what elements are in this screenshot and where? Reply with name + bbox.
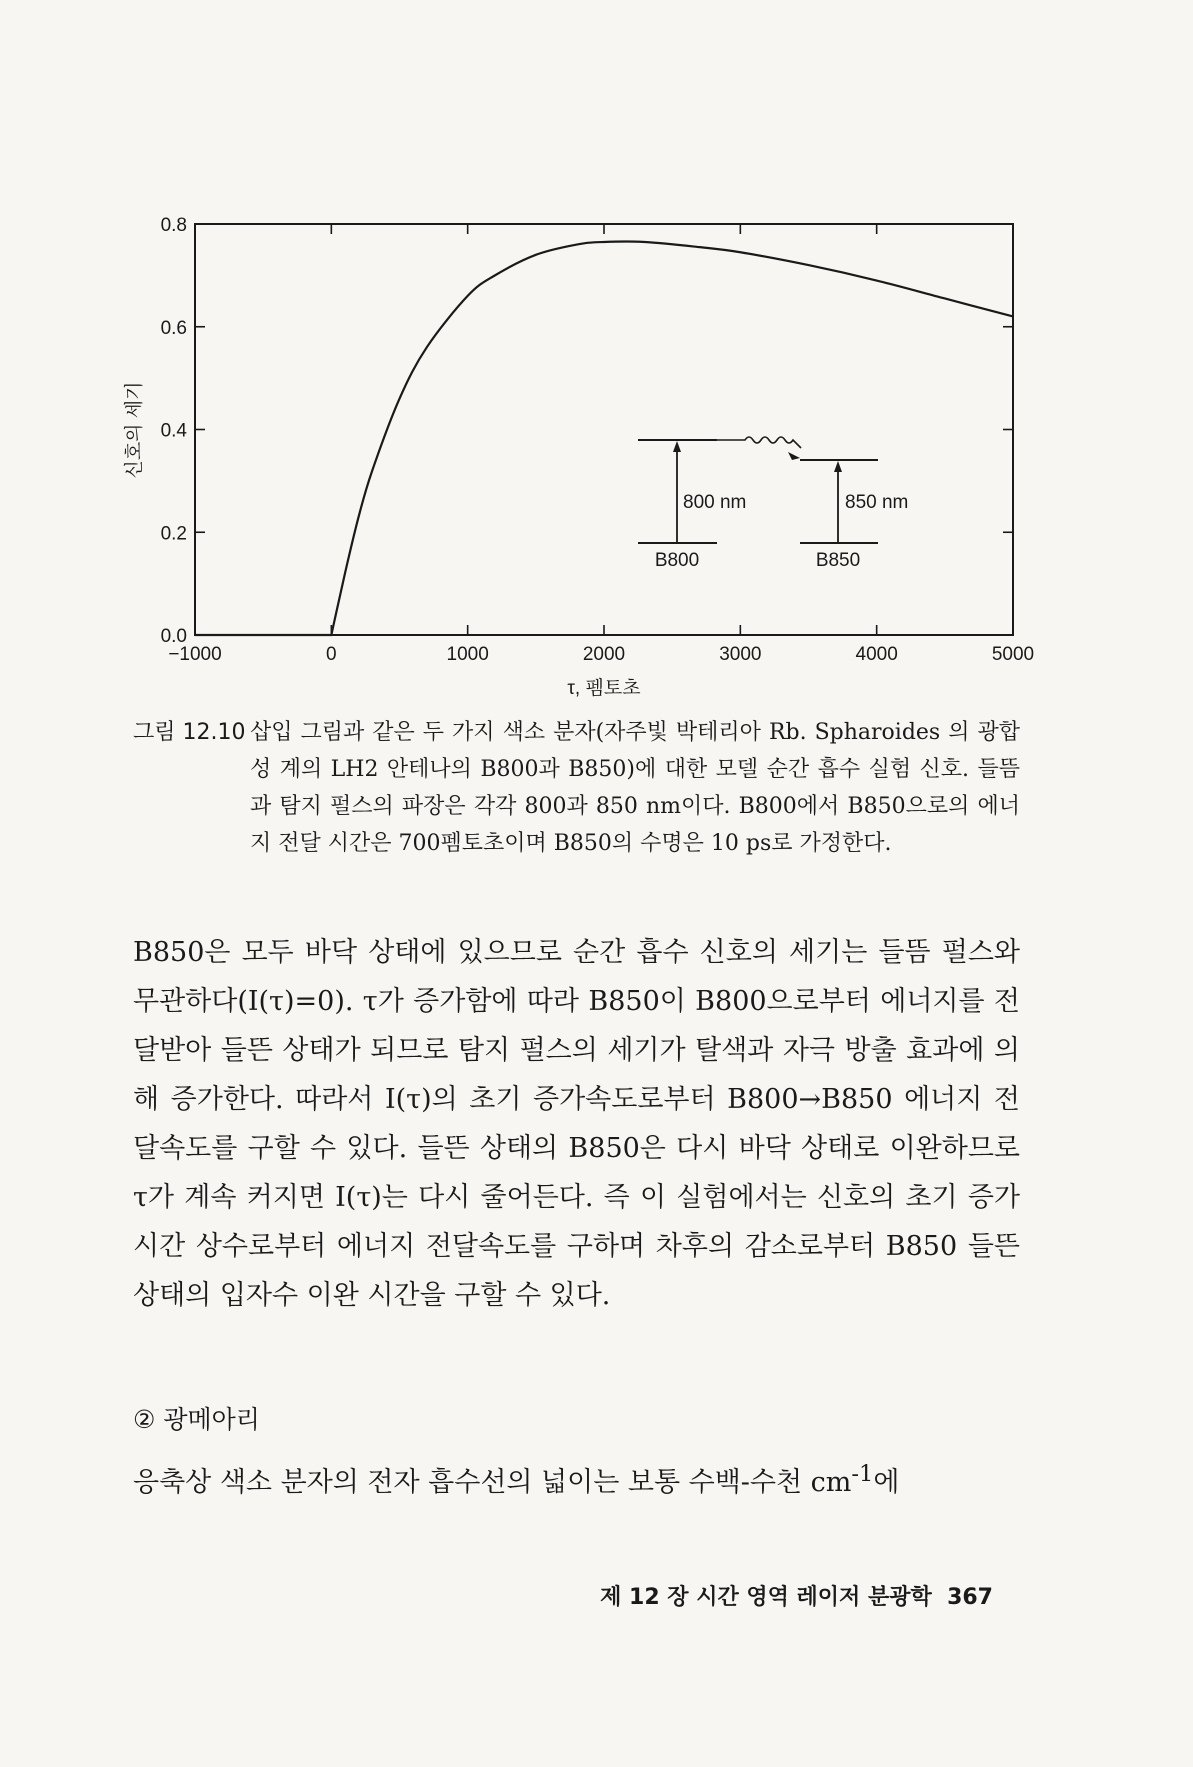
b800-arrow-head <box>673 441 681 452</box>
chapter-title: 제 12 장 시간 영역 레이저 분광학 <box>600 1585 932 1610</box>
section-title: ② 광메아리 <box>133 1405 260 1434</box>
energy-transfer-wavy-arrow <box>717 437 801 448</box>
x-tick-label: −1000 <box>168 644 222 665</box>
level-label-b800: B800 <box>654 550 700 571</box>
level-label-b850: B850 <box>815 550 861 571</box>
x-tick-label: 0 <box>326 644 337 665</box>
b850-arrow-head <box>834 461 842 472</box>
transition-label-850: 850 nm <box>845 492 909 513</box>
absorption-signal-figure <box>0 0 1193 720</box>
x-tick-label: 2000 <box>582 644 626 665</box>
page-number: 367 <box>947 1585 993 1610</box>
page-footer <box>600 1580 993 1611</box>
caption-text: 삽입 그림과 같은 두 가지 색소 분자(자주빛 박테리아 Rb. Spharoides 의 광합성 계의 LH2 안테나의 B800과 B850)에 대한 모델 순간 흡수 실험 신호. 들뜸과 탐지 펄스의 파장은 각각 800과 850 nm이다. B800에서 B850으로의 에너지 전달 시간은 700펨토초이며 B850의 수명은 10 ps로 가정한다. <box>250 720 1020 856</box>
caption-label: 그림 12.10 <box>133 720 246 745</box>
body-paragraph: B850은 모두 바닥 상태에 있으므로 순간 흡수 신호의 세기는 들뜸 펄스와 무관하다(I(τ)=0). τ가 증가함에 따라 B850이 B800으로부터 에너지를 전달받아 들뜬 상태가 되므로 탐지 펄스의 세기가 탈색과 자극 방출 효과에 의해 증가한다. 따라서 I(τ)의 초기 증가속도로부터 B800→B850 에너지 전달속도를 구할 수 있다. 들뜬 상태의 B850은 다시 바닥 상태로 이완하므로 τ가 계속 커지면 I(τ)는 다시 줄어든다. 즉 이 실험에서는 신호의 초기 증가 시간 상수로부터 에너지 전달속도를 구하며 차후의 감소로부터 B850 들뜬 상태의 입자수 이완 시간을 구할 수 있다. <box>133 937 1020 1311</box>
section-superscript: -1 <box>851 1461 874 1487</box>
x-tick-label: 1000 <box>446 644 489 665</box>
x-tick-label: 5000 <box>991 644 1035 665</box>
y-tick-label: 0.6 <box>160 317 187 339</box>
y-tick-label: 0.2 <box>160 523 187 545</box>
section-text: 응축상 색소 분자의 전자 흡수선의 넓이는 보통 수백-수천 cm <box>133 1467 852 1498</box>
signal-curve <box>195 241 1013 635</box>
y-tick-label: 0.4 <box>160 420 187 442</box>
x-axis-label: τ, 펨토초 <box>567 678 641 699</box>
y-axis-label: 신호의 세기 <box>124 381 145 479</box>
transfer-arrow-head <box>788 452 800 460</box>
transition-label-800: 800 nm <box>683 492 747 513</box>
y-tick-label: 0.0 <box>160 626 187 647</box>
figure-caption <box>133 714 1020 862</box>
section-tail: 에 <box>873 1467 900 1498</box>
section-body <box>133 1450 1020 1507</box>
plot-frame <box>195 224 1013 635</box>
energy-level-inset <box>638 437 908 571</box>
x-tick-label: 3000 <box>719 644 762 665</box>
x-tick-label: 4000 <box>855 644 898 665</box>
y-tick-label: 0.8 <box>160 215 187 236</box>
